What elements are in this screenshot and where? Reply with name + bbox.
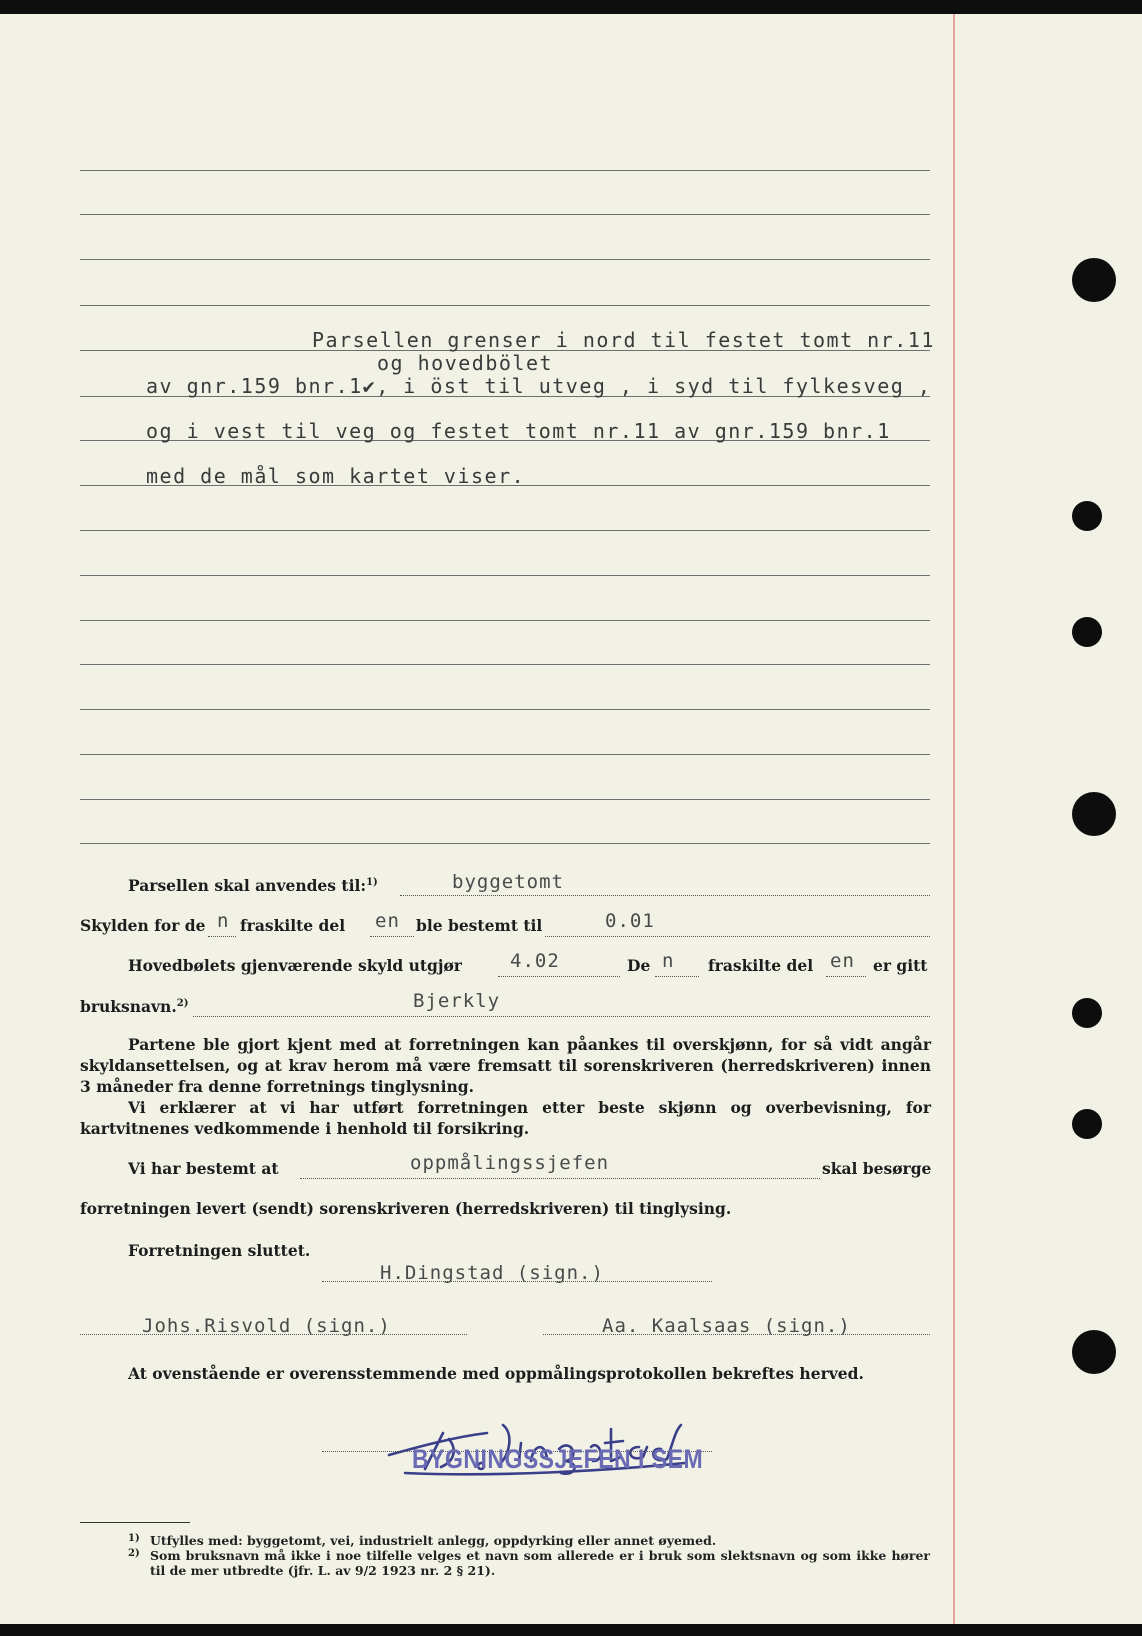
ruled-line [80, 530, 930, 531]
tax-fill-2: en [375, 910, 400, 932]
remaining-field-line [826, 976, 866, 977]
tax-value: 0.01 [605, 910, 655, 932]
remaining-field-line [655, 976, 699, 977]
ruled-line [80, 754, 930, 755]
delivery-field-line [300, 1178, 820, 1179]
document-page [0, 14, 1142, 1624]
delivery-text-2: skal besørge [822, 1159, 932, 1178]
appeal-paragraph: Partene ble gjort kjent med at forretningen kan påankes til overskjønn, for så vidt angår skyldansettelsen, og at krav herom må være fremsatt til sorenskriveren (herredskriveren) innen 3 måneder fra denne forretnings tinglysning. [80, 1035, 931, 1096]
remaining-text-2: De [627, 956, 651, 975]
chief-signature: H.Dingstad (sign.) [380, 1262, 604, 1284]
use-name-label: bruksnavn.$^{2)}$ [80, 997, 189, 1016]
delivery-text-1: Vi har bestemt at [128, 1159, 279, 1178]
footnote-1: Utfylles med: byggetomt, vei, industrielt anlegg, oppdyrking eller annet øyemed. [150, 1533, 717, 1548]
ruled-line [80, 214, 930, 215]
use-name-value: Bjerkly [413, 990, 501, 1012]
remaining-text-4: er gitt [873, 956, 928, 975]
parcel-description-line1: Parsellen grenser i nord til festet tomt nr.11 [312, 328, 935, 352]
ruled-line [80, 620, 930, 621]
binder-hole [1072, 501, 1102, 531]
parcel-description-line2: av gnr.159 bnr.1✔, i öst til utveg , i syd til fylkesveg , [146, 374, 932, 398]
tax-field-line [370, 936, 414, 937]
ruled-line [80, 305, 930, 306]
remaining-label: Hovedbølets gjenværende skyld utgjør [128, 956, 462, 975]
parcel-description-line3: og i vest til veg og festet tomt nr.11 av gnr.159 bnr.1 [146, 419, 891, 443]
witness-left-signature: Johs.Risvold (sign.) [142, 1315, 391, 1337]
remaining-text-3: fraskilte del [708, 956, 814, 975]
footnote-2: Som bruksnavn må ikke i noe tilfelle velges et navn som allerede er i bruk som slektsnavn og som ikke hører til de mer utbredte (jfr. L. av 9/2 1923 nr. 2 § 21). [150, 1548, 930, 1578]
remaining-value: 4.02 [510, 950, 560, 972]
ruled-line [80, 170, 930, 171]
usage-field-line [400, 895, 930, 896]
binder-hole [1072, 792, 1116, 836]
tax-text-3: ble bestemt til [416, 916, 543, 935]
usage-value: byggetomt [452, 871, 564, 893]
tax-text-2: fraskilte del [240, 916, 346, 935]
closing-text: Forretningen sluttet. [128, 1241, 311, 1260]
delivery-line-2: forretningen levert (sendt) sorenskriveren (herredskriveren) til tinglysing. [80, 1199, 732, 1218]
use-name-field-line [193, 1016, 930, 1017]
office-stamp: BYGNINGSSJEFEN I SEM [412, 1443, 704, 1474]
margin-rule [953, 14, 955, 1624]
declaration-paragraph: Vi erklærer at vi har utført forretningen etter beste skjønn og overbevisning, for kartvitnenes vedkommende i henhold til forsikring. [80, 1098, 931, 1138]
binder-hole [1072, 1330, 1116, 1374]
footnote-number-2: 2) [128, 1548, 140, 1559]
delivery-value: oppmålingssjefen [410, 1152, 610, 1174]
footnote-rule [80, 1522, 190, 1523]
binder-hole [1072, 998, 1102, 1028]
parcel-description-line4: med de mål som kartet viser. [146, 464, 526, 488]
ruled-line [80, 575, 930, 576]
remaining-fill-3: en [830, 950, 855, 972]
tax-field-line [545, 936, 930, 937]
binder-hole [1072, 617, 1102, 647]
tax-fill-1: n [217, 910, 230, 932]
ruled-line [80, 664, 930, 665]
ruled-line [80, 843, 930, 844]
ruled-line [80, 259, 930, 260]
tax-text-1: Skylden for de [80, 916, 206, 935]
ruled-line [80, 709, 930, 710]
binder-hole [1072, 258, 1116, 302]
footnote-number-1: 1) [128, 1533, 140, 1544]
ruled-line [80, 799, 930, 800]
tax-field-line [208, 936, 236, 937]
certification-text: At ovenstående er overensstemmende med oppmålingsprotokollen bekreftes herved. [128, 1364, 864, 1383]
usage-label: Parsellen skal anvendes til:$^{1)}$ [128, 876, 378, 895]
remaining-fill-2: n [662, 950, 675, 972]
parcel-description-insertion: og hovedbölet [377, 351, 554, 375]
binder-hole [1072, 1109, 1102, 1139]
remaining-field-line [498, 976, 620, 977]
witness-right-signature: Aa. Kaalsaas (sign.) [602, 1315, 851, 1337]
